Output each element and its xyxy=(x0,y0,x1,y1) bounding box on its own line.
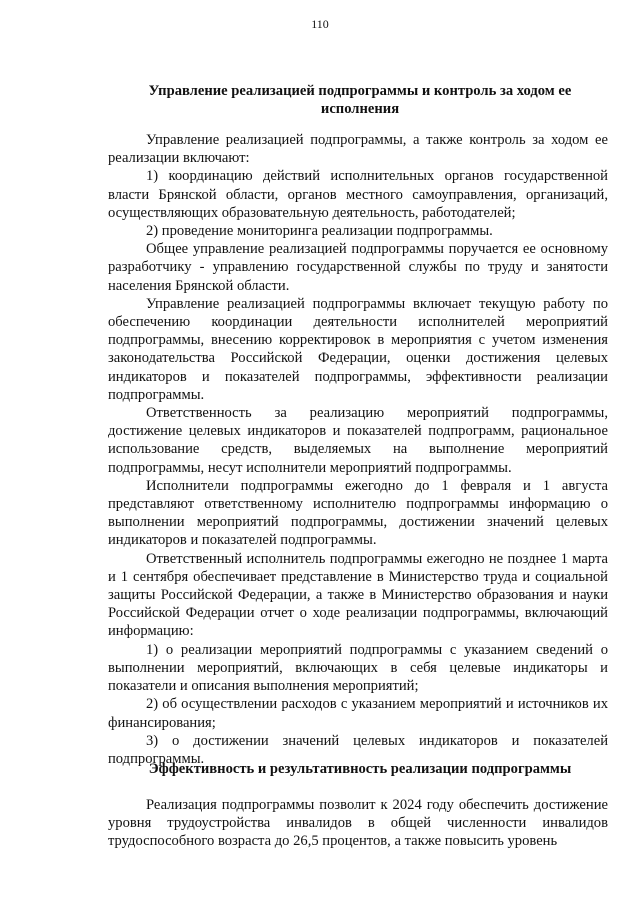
paragraph: Ответственность за реализацию мероприятий подпрограммы, достижение целевых индикаторов и показателей подпрограмм, рациональное использование средств, выделяемых на выполнение мероприятий подпрограммы, несут исполнители мероприятий подпрограммы. xyxy=(108,405,608,476)
list-item: 2) об осуществлении расходов с указанием мероприятий и источников их финансирования; xyxy=(108,696,608,731)
page-number: 110 xyxy=(311,17,329,31)
section-body-efficiency xyxy=(108,796,608,851)
section-body-management xyxy=(108,131,608,768)
section-heading-efficiency: Эффективность и результативность реализации подпрограммы xyxy=(148,761,572,777)
list-item: 1) координацию действий исполнительных органов государственной власти Брянской области, органов местного самоуправления, организаций, осуществляющих образовательную деятельность, работодателей; xyxy=(108,168,608,221)
list-item: 2) проведение мониторинга реализации подпрограммы. xyxy=(146,223,493,240)
list-item: 3) о достижении значений целевых индикаторов и показателей подпрограммы. xyxy=(108,732,608,767)
paragraph: Реализация подпрограммы позволит к 2024 году обеспечить достижение уровня трудоустройства инвалидов в общей численности инвалидов трудоспособного возраста до 26,5 процентов, а также повысить уровень xyxy=(108,797,608,850)
paragraph: Управление реализацией подпрограммы, а также контроль за ходом ее реализации включают: xyxy=(108,132,608,167)
paragraph: Управление реализацией подпрограммы включает текущую работу по обеспечению координации деятельности исполнителей мероприятий подпрограммы, внесению корректировок в мероприятия с учетом изменения законодательства Российской Федерации, оценки достижения целевых индикаторов и показателей подпрограммы, эффективности реализации подпрограммы. xyxy=(108,295,608,403)
paragraph: Общее управление реализацией подпрограммы поручается ее основному разработчику - управлению государственной службы по труду и занятости населения Брянской области. xyxy=(108,241,608,294)
section-heading-management: Управление реализацией подпрограммы и контроль за ходом ее исполнения xyxy=(148,83,572,117)
list-item: 1) о реализации мероприятий подпрограммы с указанием сведений о выполнении мероприятий, включающих в себя целевые индикаторы и показатели и описания выполнения мероприятий; xyxy=(108,641,608,695)
paragraph: Исполнители подпрограммы ежегодно до 1 февраля и 1 августа представляют ответственному исполнителю подпрограммы информацию о выполнении мероприятий подпрограммы, достижении значений целевых индикаторов и показателей подпрограммы. xyxy=(108,477,608,549)
paragraph: Ответственный исполнитель подпрограммы ежегодно не позднее 1 марта и 1 сентября обеспечивает представление в Министерство труда и социальной защиты Российской Федерации, а также в Министерство образования и науки Российской Федерации отчет о ходе реализации подпрограммы, включающий информацию: xyxy=(108,550,608,640)
